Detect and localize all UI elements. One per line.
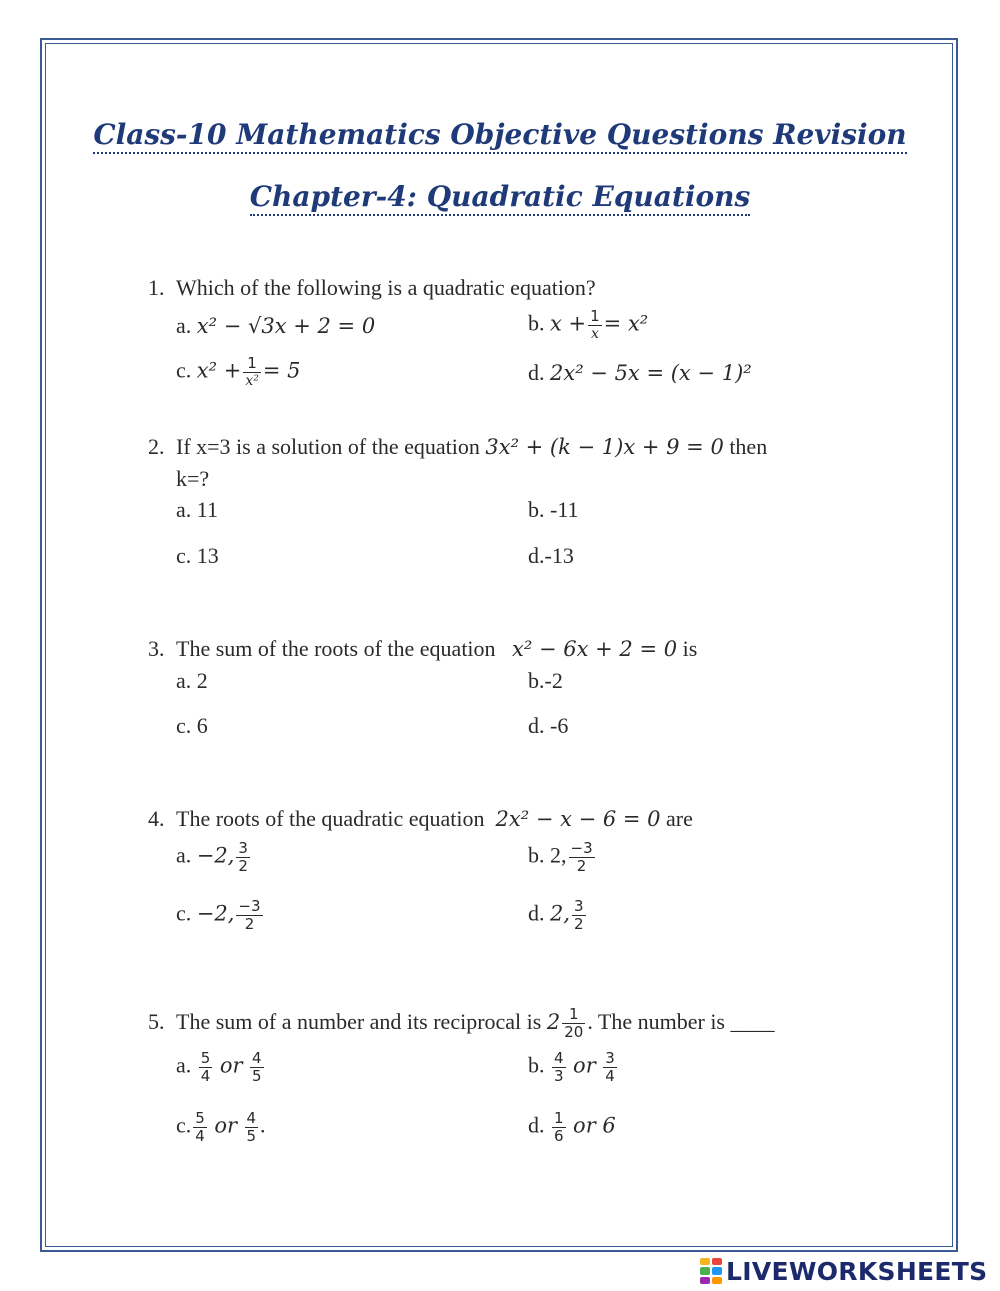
q2-option-a[interactable]: a. 11 (176, 497, 218, 522)
fraction: $\frac{-3}{2}$ (570, 839, 593, 875)
question-5: 5. The sum of a number and its reciprocal is 2 $\frac{1}{20}$ . The number is ____ (148, 1005, 775, 1042)
question-1: 1. Which of the following is a quadratic equation? (148, 275, 596, 300)
q3-option-c[interactable]: c. 6 (176, 713, 208, 738)
title-line-2: Chapter-4: Quadratic Equations (0, 180, 1000, 213)
q1-option-b[interactable]: b. x + $\frac{1}{x}$ = x² (528, 307, 649, 342)
q2-option-b[interactable]: b. -11 (528, 497, 579, 522)
fraction: $\frac{1}{x}$ (590, 307, 600, 342)
question-1-text: Which of the following is a quadratic equation? (176, 275, 596, 300)
question-3: 3. The sum of the roots of the equation x² − 6x + 2 = 0 is (148, 636, 698, 661)
fraction: $\frac{-3}{2}$ (238, 897, 261, 933)
q3-option-b[interactable]: b.-2 (528, 668, 563, 693)
question-2: 2. If x=3 is a solution of the equation 3x² + (k − 1)x + 9 = 0 then k=? (148, 434, 768, 491)
q2-option-c[interactable]: c. 13 (176, 543, 219, 568)
title-line-1: Class-10 Mathematics Objective Questions Revision (0, 118, 1000, 151)
liveworksheets-logo (700, 1255, 987, 1287)
q1-option-d[interactable]: d. 2x² − 5x = (x − 1)² (528, 360, 752, 385)
q4-option-b[interactable]: b. 2, $\frac{-3}{2}$ (528, 839, 593, 875)
fraction: $\frac{3}{2}$ (238, 839, 248, 875)
q4-option-c[interactable]: c. −2, $\frac{-3}{2}$ (176, 897, 261, 933)
q1-option-a[interactable]: a. x² − √3x + 2 = 0 (176, 313, 376, 338)
q5-option-d[interactable]: d. $\frac{1}{6}$ or 6 (528, 1109, 616, 1145)
q3-option-d[interactable]: d. -6 (528, 713, 569, 738)
q3-option-a[interactable]: a. 2 (176, 668, 208, 693)
q5-option-c[interactable]: c. $\frac{5}{4}$ or $\frac{4}{5}$ . (176, 1109, 266, 1145)
q5-option-a[interactable]: a. $\frac{5}{4}$ or $\frac{4}{5}$ (176, 1049, 262, 1085)
liveworksheets-brand: LIVEWORKSHEETS (726, 1256, 988, 1286)
fraction: $\frac{3}{2}$ (574, 897, 584, 933)
question-4: 4. The roots of the quadratic equation 2x² − x − 6 = 0 are (148, 806, 693, 831)
q4-option-d[interactable]: d. 2, $\frac{3}{2}$ (528, 897, 584, 933)
q4-option-a[interactable]: a. −2, $\frac{3}{2}$ (176, 839, 248, 875)
fraction: $\frac{1}{\text{x²}}$ (245, 354, 259, 389)
q2-option-d[interactable]: d.-13 (528, 543, 574, 568)
liveworksheets-logo-icon (700, 1258, 722, 1284)
q5-option-b[interactable]: b. $\frac{4}{3}$ or $\frac{3}{4}$ (528, 1049, 615, 1085)
fraction: $\frac{1}{20}$ (564, 1005, 584, 1042)
q1-option-c[interactable]: c. x² + $\frac{1}{\text{x²}}$ = 5 (176, 354, 301, 389)
